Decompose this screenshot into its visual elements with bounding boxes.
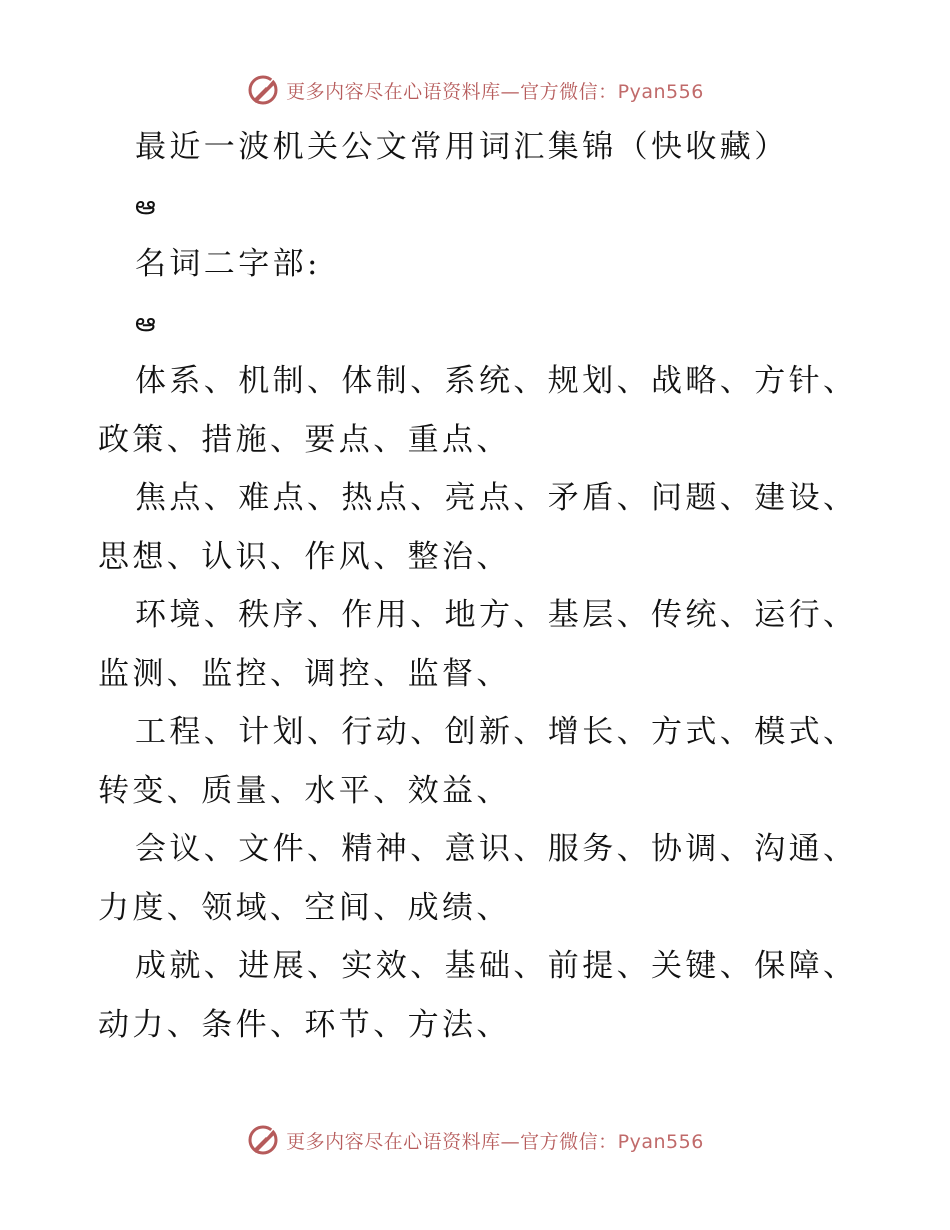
banner-text: 更多内容尽在心语资料库—官方微信：Pyan556	[286, 1130, 704, 1153]
document-title: 最近一波机关公文常用词汇集锦（快收藏）	[135, 129, 789, 165]
paragraph-line: 会议、文件、精神、意识、服务、协调、沟通、	[135, 831, 858, 867]
paragraph-line: 政策、措施、要点、重点、	[98, 421, 511, 458]
paragraph-line: 体系、机制、体制、系统、规划、战略、方针、	[135, 363, 858, 399]
quill-pen-logo-icon	[246, 1123, 280, 1157]
paragraph-line: 焦点、难点、热点、亮点、矛盾、问题、建设、	[135, 480, 858, 516]
paragraph-line: 环境、秩序、作用、地方、基层、传统、运行、	[135, 597, 858, 633]
ornament-divider: ఆ	[135, 190, 156, 221]
wechat-id: Pyan556	[617, 1130, 704, 1153]
banner-text: 更多内容尽在心语资料库—官方微信：Pyan556	[286, 80, 704, 103]
paragraph-line: 动力、条件、环节、方法、	[98, 1006, 511, 1043]
header-banner	[0, 70, 950, 110]
paragraph-line: 思想、认识、作风、整治、	[98, 538, 511, 575]
document-body	[98, 118, 858, 1054]
paragraph-line: 力度、领域、空间、成绩、	[98, 889, 511, 926]
wechat-id: Pyan556	[617, 80, 704, 103]
quill-pen-logo-icon	[246, 73, 280, 107]
section-heading: 名词二字部:	[135, 246, 321, 282]
paragraph-line: 成就、进展、实效、基础、前提、关键、保障、	[135, 948, 858, 984]
paragraph-line: 工程、计划、行动、创新、增长、方式、模式、	[135, 714, 858, 750]
paragraph-line: 转变、质量、水平、效益、	[98, 772, 511, 809]
paragraph-line: 监测、监控、调控、监督、	[98, 655, 511, 692]
footer-banner	[0, 1120, 950, 1160]
ornament-divider: ఆ	[135, 307, 156, 338]
